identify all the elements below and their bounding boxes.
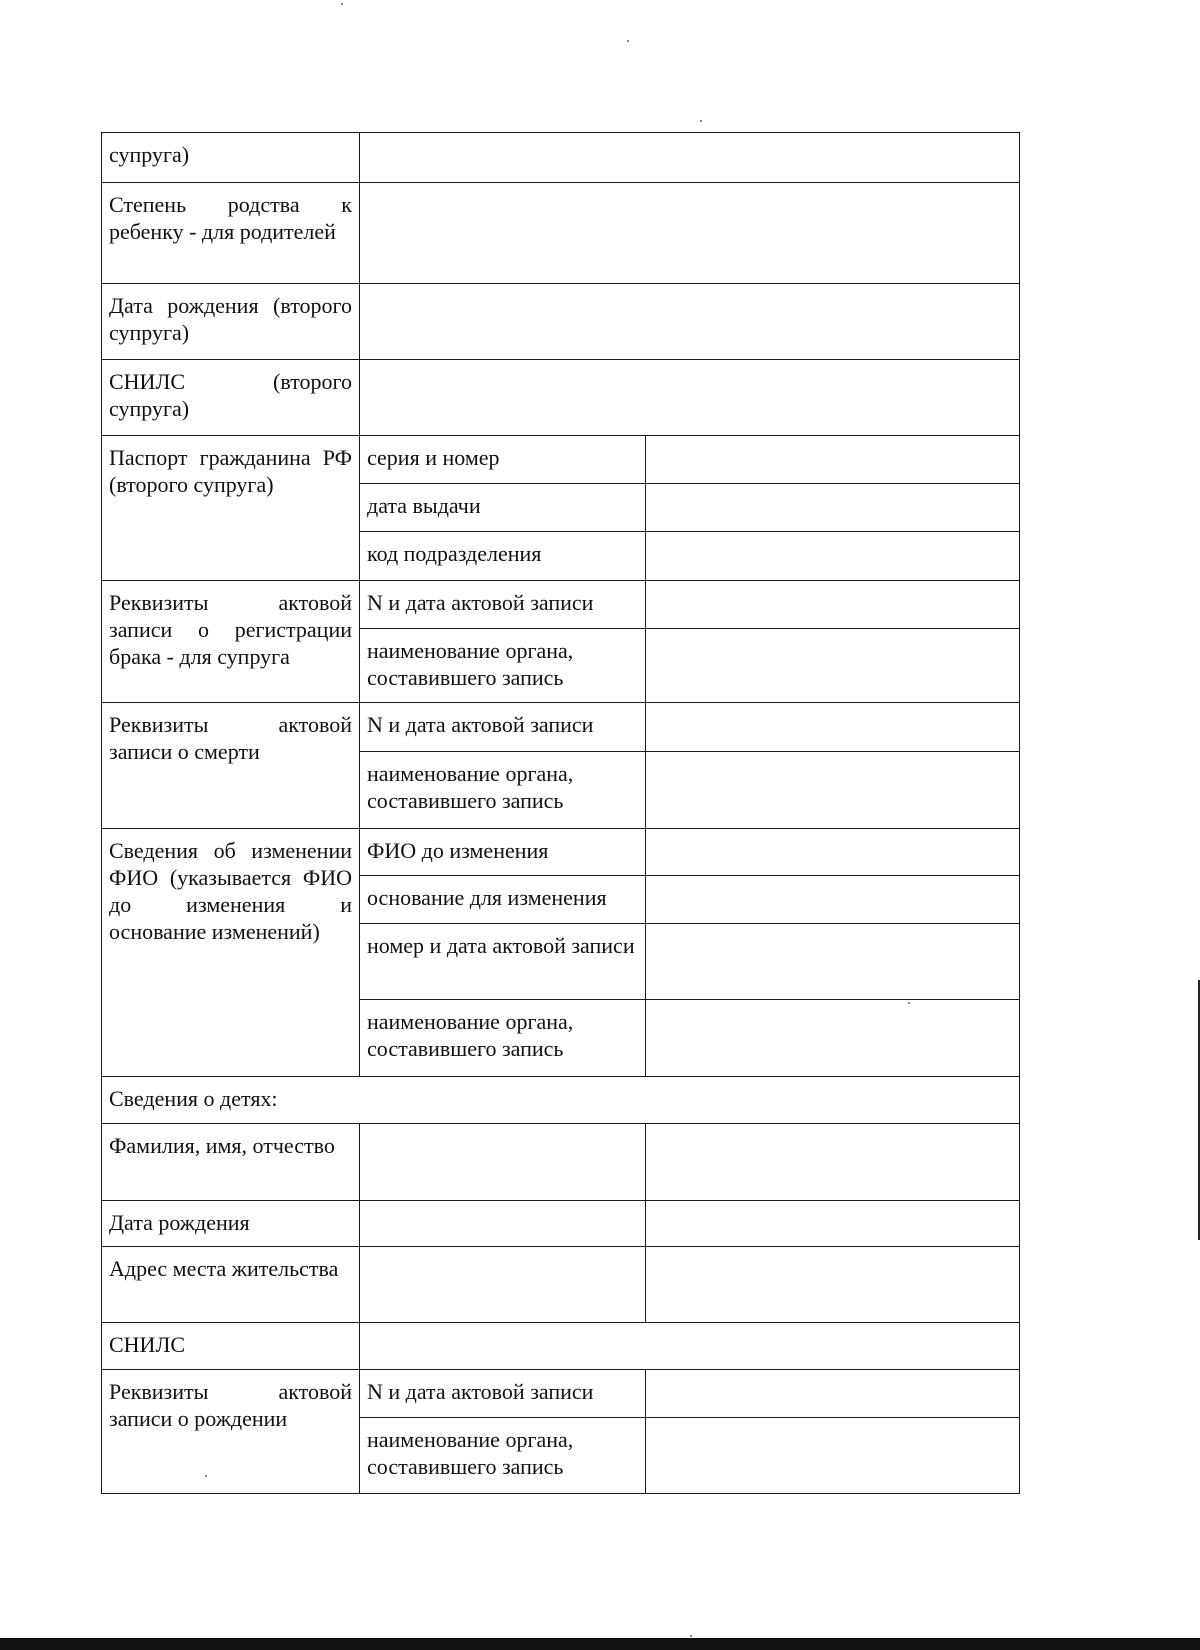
death-record-label: Реквизиты актовой записи о смерти <box>102 703 360 829</box>
row-child-address <box>102 1247 1020 1323</box>
child-snils-label: СНИЛС <box>102 1323 360 1370</box>
death-number-value[interactable] <box>646 703 1020 752</box>
death-authority-value[interactable] <box>646 752 1020 829</box>
name-change-record-value[interactable] <box>646 924 1020 1000</box>
spouse-tail-value[interactable] <box>360 133 1020 183</box>
kinship-value[interactable] <box>360 183 1020 284</box>
child-address-value-1[interactable] <box>360 1247 646 1323</box>
birth-record-number-label: N и дата актовой записи <box>360 1370 646 1418</box>
name-change-record-label: номер и дата актовой записи <box>360 924 646 1000</box>
row-snils <box>102 360 1020 436</box>
snils-label: СНИЛС (второго супруга) <box>102 360 360 436</box>
marriage-authority-value[interactable] <box>646 629 1020 703</box>
marriage-number-value[interactable] <box>646 581 1020 629</box>
birth-record-label: Реквизиты актовой записи о рождении <box>102 1370 360 1494</box>
passport-issue-date-value[interactable] <box>646 484 1020 532</box>
passport-series-value[interactable] <box>646 436 1020 484</box>
passport-issue-date-label: дата выдачи <box>360 484 646 532</box>
child-name-value-1[interactable] <box>360 1124 646 1201</box>
name-change-authority-value[interactable] <box>646 1000 1020 1077</box>
child-name-value-2[interactable] <box>646 1124 1020 1201</box>
row-child-birth-date <box>102 1201 1020 1247</box>
personal-data-form-table <box>101 132 1020 1494</box>
row-birth-record-number <box>102 1370 1020 1418</box>
death-number-label: N и дата актовой записи <box>360 703 646 752</box>
marriage-number-label: N и дата актовой записи <box>360 581 646 629</box>
row-passport-series <box>102 436 1020 484</box>
row-marriage-number <box>102 581 1020 629</box>
scan-speck <box>627 40 629 42</box>
row-name-change-previous <box>102 829 1020 876</box>
birth-record-authority-value[interactable] <box>646 1418 1020 1494</box>
child-address-label: Адрес места жительства <box>102 1247 360 1323</box>
scan-speck <box>205 1475 207 1477</box>
birth-record-authority-label: наименование органа, составившего запись <box>360 1418 646 1494</box>
birth-record-number-value[interactable] <box>646 1370 1020 1418</box>
child-birth-date-label: Дата рождения <box>102 1201 360 1247</box>
passport-division-code-label: код подразделения <box>360 532 646 581</box>
row-birth-date <box>102 284 1020 360</box>
passport-label: Паспорт гражданина РФ (второго супруга) <box>102 436 360 581</box>
marriage-authority-label: наименование органа, составившего запись <box>360 629 646 703</box>
child-birth-date-value-2[interactable] <box>646 1201 1020 1247</box>
passport-division-code-value[interactable] <box>646 532 1020 581</box>
kinship-label: Степень родства к ребенку - для родителей <box>102 183 360 284</box>
name-change-reason-value[interactable] <box>646 876 1020 924</box>
name-change-label: Сведения об изменении ФИО (указывается ФИО до изменения и основание изменений) <box>102 829 360 1077</box>
row-death-number <box>102 703 1020 752</box>
name-change-previous-value[interactable] <box>646 829 1020 876</box>
child-snils-value[interactable] <box>360 1323 1020 1370</box>
name-change-previous-label: ФИО до изменения <box>360 829 646 876</box>
scan-speck <box>908 1002 910 1004</box>
birth-date-label: Дата рождения (второго супруга) <box>102 284 360 360</box>
scan-speck <box>341 3 343 5</box>
birth-date-value[interactable] <box>360 284 1020 360</box>
row-kinship <box>102 183 1020 284</box>
row-spouse-tail <box>102 133 1020 183</box>
child-address-value-2[interactable] <box>646 1247 1020 1323</box>
snils-value[interactable] <box>360 360 1020 436</box>
scan-bottom-bar <box>0 1638 1200 1650</box>
scan-speck <box>700 120 702 122</box>
child-name-label: Фамилия, имя, отчество <box>102 1124 360 1201</box>
row-child-name <box>102 1124 1020 1201</box>
marriage-record-label: Реквизиты актовой записи о регистрации брака - для супруга <box>102 581 360 703</box>
child-birth-date-value-1[interactable] <box>360 1201 646 1247</box>
name-change-reason-label: основание для изменения <box>360 876 646 924</box>
passport-series-label: серия и номер <box>360 436 646 484</box>
spouse-tail-label: супруга) <box>102 133 360 183</box>
name-change-authority-label: наименование органа, составившего запись <box>360 1000 646 1077</box>
row-children-header <box>102 1077 1020 1124</box>
row-child-snils <box>102 1323 1020 1370</box>
scan-speck <box>690 1635 692 1637</box>
death-authority-label: наименование органа, составившего запись <box>360 752 646 829</box>
children-section-heading: Сведения о детях: <box>102 1077 1020 1124</box>
